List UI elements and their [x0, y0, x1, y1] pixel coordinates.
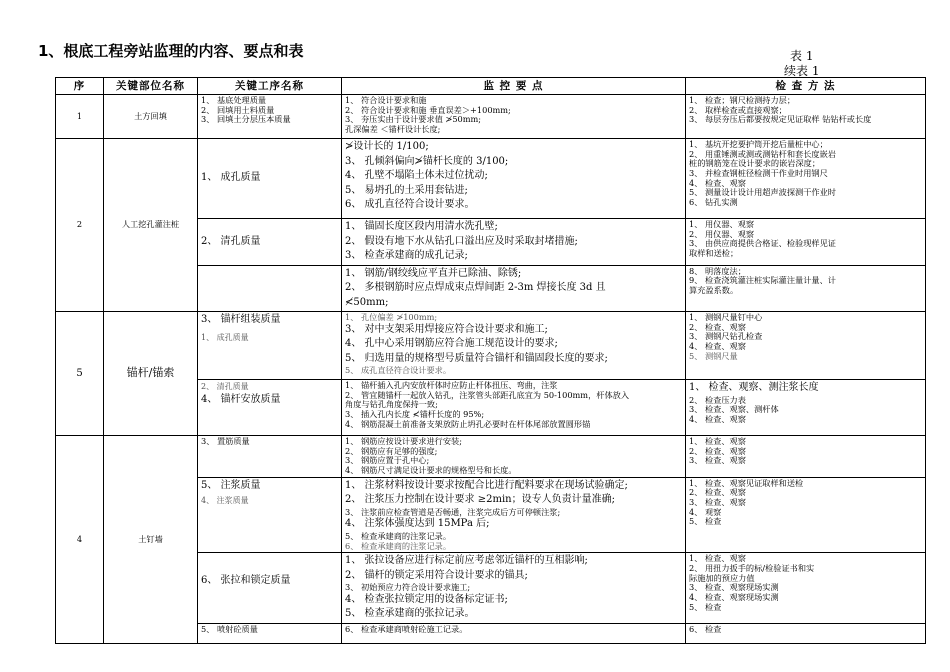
row-methods: 1、 检查、观察见证取样和送检 2、 检查、观察 3、 检查、观察 4、 观察 5、 检查 — [686, 477, 926, 553]
row-part: 土钉墙 — [104, 436, 198, 644]
row-process: 5、 喷射砼质量 — [198, 623, 342, 643]
row-process: 1、 基底处理质量 2、 回填用土料质量 3、 回填土分层压本质量 — [198, 95, 342, 139]
row-points: 1、 锚杆插入孔内安放杆体时应防止杆体扭压、弯曲，注浆 2、 管宜随锚杆一起放入钻孔，注浆管头部距孔底宜为 50-100mm，杆体放入 角度与钻孔角度保持一致; 3、 插入孔内长度 ≮锚杆长度的 95%; 4、 钢筋混凝土前准备支架放防止坍孔必要时在杆体尾部放置圆形锚 — [342, 380, 686, 436]
row-process: 3、 锚杆组装质量 1、 成孔质量 — [198, 312, 342, 380]
row-methods: 1、 检查、观察 2、 用扭力扳手的标/检验证书和实 际施加的预应力值 3、 检查、观察现场实测 4、 检查、观察现场实测 5、 检查 — [686, 553, 926, 624]
header-process: 关键工序名称 — [198, 78, 342, 95]
row-points: 1、 锚固长度区段内用清水洗孔壁; 2、 假设有地下水从钻孔口溢出应及时采取封堵措施; 3、 检查承建商的成孔记录; — [342, 219, 686, 266]
header-part: 关键部位名称 — [104, 78, 198, 95]
row-process: 5、 注浆质量 4、 注浆质量 — [198, 477, 342, 553]
table-tag-continued: 续表 1 — [784, 64, 820, 78]
row-methods: 1、 检查、观察 2、 检查、观察 3、 检查、观察 — [686, 436, 926, 478]
row-points: 1、 注浆材料按设计要求按配合比进行配料要求在现场试验确定; 2、 注浆压力控制在设计要求 ≥2min；设专人负责计量准确; 3、 注浆前应检查管道是否畅通，注浆完成后方可停顿注浆; 4、 注浆体强度达到 15MPa 后; 5、 检查承建商的注浆记录。 6、 检查承建商的注浆记录。 — [342, 477, 686, 553]
row-process: 2、 清孔质量 4、 锚杆安放质量 — [198, 380, 342, 436]
row-methods: 1、 测钢尺量钉中心 2、 检查、观察 3、 测钢尺钻孔检查 4、 检查、观察 5、 测钢尺量 — [686, 312, 926, 380]
row-points: 1、 钢筋/钢绞线应平直并已除油、除锈; 2、 多根钢筋时应点焊成束点焊间距 2-3m 焊接长度 3d 且 ≮50mm; — [342, 265, 686, 312]
row-points: ≯设计长的 1/100; 3、 孔倾斜偏向≯锚杆长度的 3/100; 4、 孔壁不塌陷土体未过位扰动; 5、 易坍孔的土采用套钻进; 6、 成孔直径符合设计要求。 — [342, 139, 686, 219]
row-process — [198, 265, 342, 312]
table-tag: 表 1 — [790, 49, 814, 63]
supervision-table — [55, 77, 926, 644]
row-part: 锚杆/锚索 — [104, 312, 198, 436]
row-points: 1、 钢筋应按设计要求进行安装; 2、 钢筋应有足够的强度; 3、 钢筋应置于孔中心; 4、 钢筋尺寸满足设计要求的规格型号和长度。 — [342, 436, 686, 478]
table-row — [56, 139, 926, 219]
row-process: 1、 成孔质量 — [198, 139, 342, 219]
header-points: 监 控 要 点 — [342, 78, 686, 95]
row-methods: 1、 检查、观察、测注浆长度 2、 检查压力表 3、 检查、观察、测杆体 4、 检查、观察 — [686, 380, 926, 436]
header-seq: 序 — [56, 78, 104, 95]
table-row — [56, 95, 926, 139]
row-process: 6、 张拉和锁定质量 — [198, 553, 342, 624]
table-row — [56, 312, 926, 380]
row-seq: 1 — [56, 95, 104, 139]
page-title: 1、根底工程旁站监理的内容、要点和表 — [38, 42, 304, 60]
row-process: 2、 清孔质量 — [198, 219, 342, 266]
row-methods: 8、 明落度法； 9、 检查浇筑灌注桩实际灌注量计量、计 算充盈系数。 — [686, 265, 926, 312]
table-row — [56, 436, 926, 478]
table-header-row — [56, 78, 926, 95]
row-methods: 1、 基坑开挖要护筒开挖后量桩中心； 2、 用重锤测或测或测钻杆和套长度嵌岩 桩的钢筋笼在设计要求的嵌岩深度； 3、 并检查钢桩径检测干作业时用钢尺 4、 检查、观察 5、 测量设计设计用超声波探测干作业时 6、 钻孔实测 — [686, 139, 926, 219]
row-points: 1、 孔位偏差 ≯100mm; 3、 对中支架采用焊接应符合设计要求和施工; 4、 孔中心采用钢筋应符合施工规范设计的要求; 5、 归选用量的规格型号质量符合锚杆和锚固段长度的要求; 5、 成孔直径符合设计要求。 — [342, 312, 686, 380]
row-methods: 1、 检查；钢尺检测持力层； 2、 取样检查或直接观察； 3、 每层夯压后都要按规定见证取样 钻钻杆或长度 — [686, 95, 926, 139]
row-points: 1、 张拉设备应进行标定前应考虑邻近锚杆的互相影响; 2、 锚杆的锁定采用符合设计要求的锚具; 3、 初始预应力符合设计要求施工; 4、 检查张拉锁定用的设备标定证书; 5、 检查承建商的张拉记录。 — [342, 553, 686, 624]
row-points: 6、 检查承建商喷射砼施工记录。 — [342, 623, 686, 643]
row-part: 人工挖孔灌注桩 — [104, 139, 198, 312]
row-methods: 6、 检查 — [686, 623, 926, 643]
row-points: 1、 符合设计要求和施 2、 符合设计要求和施 垂直误差＞+100mm; 3、 夯压实由于设计要求值 ≯50mm; 孔深偏差 ＜锚杆设计长度; — [342, 95, 686, 139]
header-methods: 检 查 方 法 — [686, 78, 926, 95]
row-part: 土方回填 — [104, 95, 198, 139]
row-seq: 5 — [56, 312, 104, 436]
row-seq: 2 — [56, 139, 104, 312]
row-seq: 4 — [56, 436, 104, 644]
row-methods: 1、 用仪器、观察 2、 用仪器、观察 3、 由供应商提供合格证、检验现样见证 取样和送检； — [686, 219, 926, 266]
row-process: 3、 置筋质量 — [198, 436, 342, 478]
